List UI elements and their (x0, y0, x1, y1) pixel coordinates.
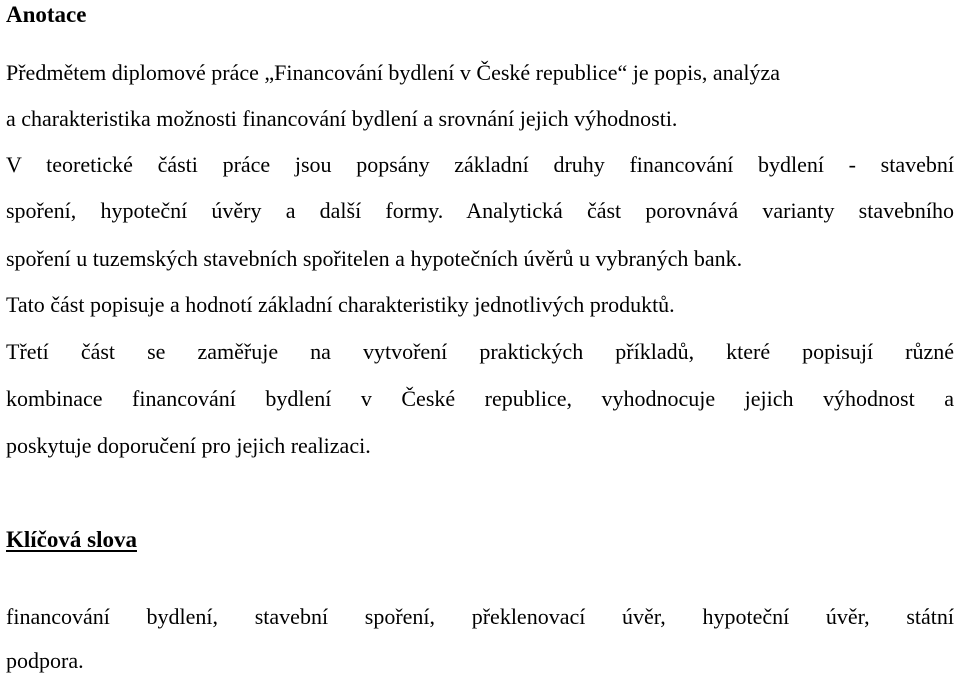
keywords-heading: Klíčová slova (6, 527, 137, 552)
abstract-line: Třetí část se zaměřuje na vytvoření praktických příkladů, které popisují různé (6, 339, 954, 364)
keywords-line: financování bydlení, stavební spoření, překlenovací úvěr, hypoteční úvěr, státní (6, 604, 954, 629)
abstract-line: Předmětem diplomové práce „Financování bydlení v České republice“ je popis, analýza (6, 60, 781, 85)
abstract-line: spoření, hypoteční úvěry a další formy. Analytická část porovnává varianty stavebního (6, 198, 954, 223)
abstract-line: poskytuje doporučení pro jejich realizaci. (6, 433, 371, 458)
abstract-line: spoření u tuzemských stavebních spořitelen a hypotečních úvěrů u vybraných bank. (6, 246, 743, 271)
abstract-line: a charakteristika možnosti financování bydlení a srovnání jejich výhodnosti. (6, 106, 678, 131)
abstract-line: Tato část popisuje a hodnotí základní charakteristiky jednotlivých produktů. (6, 292, 675, 317)
keywords-line: podpora. (6, 648, 84, 673)
abstract-heading: Anotace (6, 2, 87, 27)
abstract-line: kombinace financování bydlení v České republice, vyhodnocuje jejich výhodnost a (6, 386, 954, 411)
abstract-line: V teoretické části práce jsou popsány základní druhy financování bydlení - stavební (6, 152, 954, 177)
